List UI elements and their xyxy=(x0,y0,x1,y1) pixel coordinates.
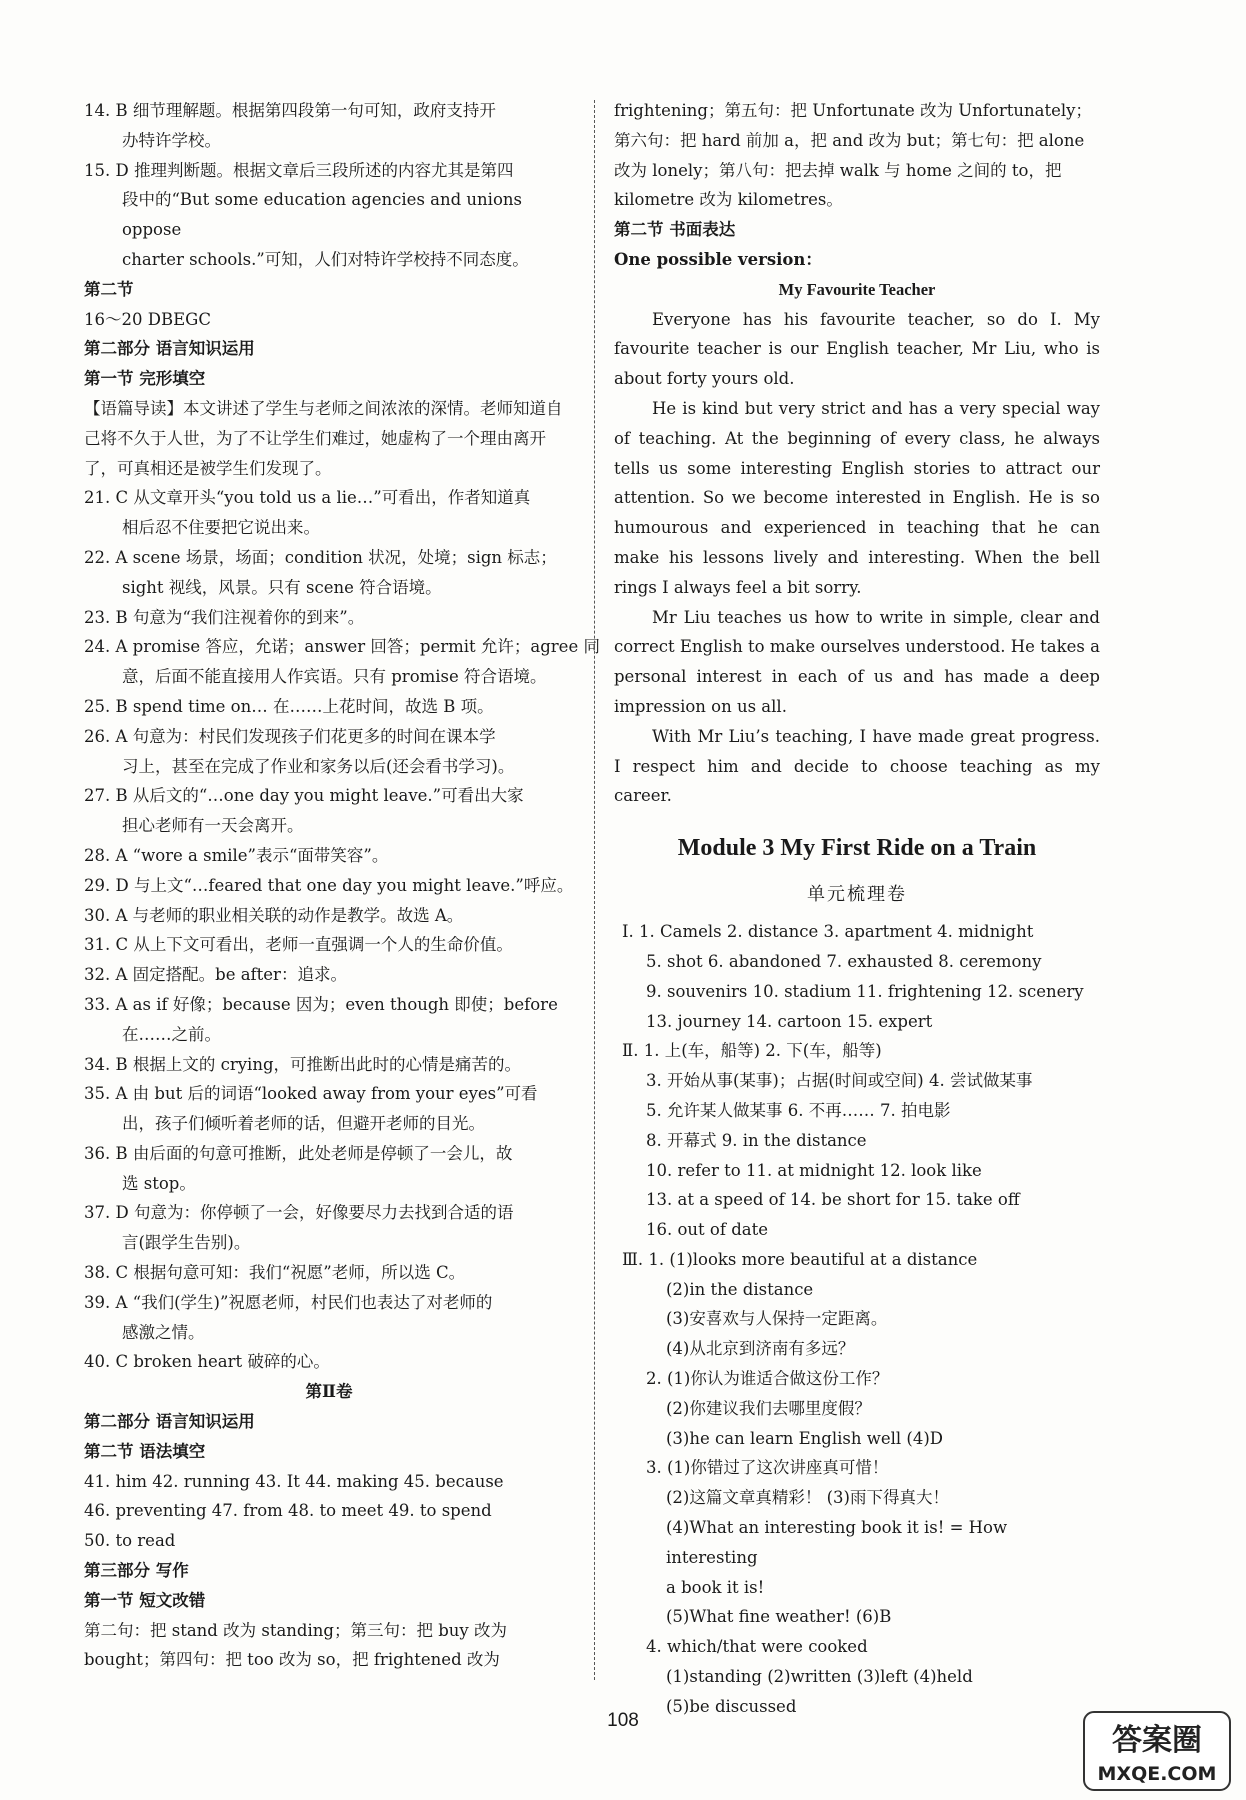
answer-line: (3)安喜欢与人保持一定距离。 xyxy=(666,1309,888,1329)
essay-paragraph: He is kind but very strict and has a very special way of teaching. At the beginning of every class, he always tells us some interesting English stories to attract our attention. So we become interested in English. He is so humourous and experienced in teaching that he can make his lessons lively and interesting. When the bell rings I always feel a bit sorry. xyxy=(614,398,1100,597)
text-line: 32. A 固定搭配。be after：追求。 xyxy=(84,965,347,985)
text-line: 段中的“But some education agencies and unions oppose xyxy=(122,190,522,240)
text-line: sight 视线，风景。只有 scene 符合语境。 xyxy=(122,577,442,597)
module-title: Module 3 My First Ride on a Train xyxy=(677,835,1037,862)
right-column xyxy=(614,96,1100,1722)
answer-line: a book it is! xyxy=(666,1577,765,1597)
watermark-bottom: MXQE.COM xyxy=(1097,1763,1217,1785)
page-number: 108 xyxy=(607,1710,639,1731)
text-line: 第二部分 语言知识运用 xyxy=(84,339,255,359)
essay xyxy=(614,275,1100,811)
text-line: 27. B 从后文的“…one day you might leave.”可看出大家 xyxy=(84,786,524,806)
text-line: 16～20 DBEGC xyxy=(84,309,211,329)
answer-line: 8. 开幕式 9. in the distance xyxy=(646,1130,867,1150)
text-line: 31. C 从上下文可看出，老师一直强调一个人的生命价值。 xyxy=(84,935,513,955)
text-line: 担心老师有一天会离开。 xyxy=(122,816,304,836)
answer-line: 3. 开始从事(某事)；占据(时间或空间) 4. 尝试做某事 xyxy=(646,1071,1033,1091)
text-line: frightening；第五句：把 Unfortunate 改为 Unfortunately；第六句：把 hard 前加 a，把 and 改为 but；第七句：把 alone 改为 lonely；第八句：把去掉 walk 与 home 之间的 to，把 kilometre 改为 kilometres。 xyxy=(614,101,1092,210)
text-line: 相后忍不住要把它说出来。 xyxy=(122,518,320,538)
left-column xyxy=(84,96,600,1675)
answer-line: (2)你建议我们去哪里度假？ xyxy=(666,1398,871,1418)
text-line: 第一节 短文改错 xyxy=(84,1590,206,1610)
text-line: 言(跟学生告别)。 xyxy=(122,1233,251,1253)
text-line: 选 stop。 xyxy=(122,1173,196,1193)
answer-line: (2)这篇文章真精彩！ (3)雨下得真大！ xyxy=(666,1488,949,1508)
column-divider xyxy=(594,100,595,1680)
text-line: 第二句：把 stand 改为 standing；第三句：把 buy 改为 bought；第四句：把 too 改为 so，把 frightened 改为 xyxy=(84,1620,507,1670)
essay-paragraph: With Mr Liu’s teaching, I have made great progress. I respect him and decide to choose teaching as my career. xyxy=(614,726,1100,806)
text-line: 24. A promise 答应，允诺；answer 回答；permit 允许；agree 同 xyxy=(84,637,600,657)
text-line: One possible version： xyxy=(614,249,822,269)
text-line: 22. A scene 场景，场面；condition 状况，处境；sign 标志； xyxy=(84,547,557,567)
answer-line: Ⅰ. 1. Camels 2. distance 3. apartment 4. midnight xyxy=(622,922,1034,942)
text-line: 第二部分 语言知识运用 xyxy=(84,1412,255,1432)
essay-paragraphs xyxy=(614,305,1100,812)
text-line: 感激之情。 xyxy=(122,1322,205,1342)
text-line: 在……之前。 xyxy=(122,1024,221,1044)
text-line: 30. A 与老师的职业相关联的动作是教学。故选 A。 xyxy=(84,905,464,925)
right-column-top xyxy=(614,96,1100,275)
text-line: 第Ⅱ卷 xyxy=(305,1382,353,1402)
text-line: 29. D 与上文“…feared that one day you might leave.”呼应。 xyxy=(84,875,574,895)
essay-paragraph: Everyone has his favourite teacher, so do I. My favourite teacher is our English teacher, Mr Liu, who is about forty yours old. xyxy=(614,309,1100,389)
text-line: 21. C 从文章开头“you told us a lie…”可看出，作者知道真 xyxy=(84,488,531,508)
module-subtitle: 单元梳理卷 xyxy=(807,884,907,906)
answer-line: 13. journey 14. cartoon 15. expert xyxy=(646,1011,933,1031)
answer-line: Ⅲ. 1. (1)looks more beautiful at a distance xyxy=(622,1249,978,1269)
text-line: 40. C broken heart 破碎的心。 xyxy=(84,1352,330,1372)
text-line: 出，孩子们倾听着老师的话，但避开老师的目光。 xyxy=(122,1114,485,1134)
text-line: 35. A 由 but 后的词语“looked away from your eyes”可看 xyxy=(84,1084,538,1104)
answer-line: 3. (1)你错过了这次讲座真可惜！ xyxy=(646,1458,889,1478)
answer-line: (2)in the distance xyxy=(666,1279,814,1299)
answer-line: (1)standing (2)written (3)left (4)held xyxy=(666,1667,973,1687)
answer-line: 4. which/that were cooked xyxy=(646,1637,868,1657)
essay-paragraph: Mr Liu teaches us how to write in simple, clear and correct English to make ourselves understood. He takes a personal interest in each of us and has made a deep impression on us all. xyxy=(614,607,1100,716)
watermark-logo xyxy=(1082,1710,1232,1792)
answer-line: 2. (1)你认为谁适合做这份工作？ xyxy=(646,1369,889,1389)
text-line: 26. A 句意为：村民们发现孩子们花更多的时间在课本学 xyxy=(84,726,496,746)
text-line: 36. B 由后面的句意可推断，此处老师是停顿了一会儿，故 xyxy=(84,1143,513,1163)
text-line: 39. A “我们(学生)”祝愿老师，村民们也表达了对老师的 xyxy=(84,1292,493,1312)
text-line: 第二节 xyxy=(84,279,134,299)
answer-line: 5. shot 6. abandoned 7. exhausted 8. ceremony xyxy=(646,951,1042,971)
text-line: 15. D 推理判断题。根据文章后三段所述的内容尤其是第四 xyxy=(84,160,514,180)
text-line: 第二节 书面表达 xyxy=(614,220,736,240)
answer-line: 9. souvenirs 10. stadium 11. frightening 12. scenery xyxy=(646,981,1084,1001)
text-line: 意，后面不能直接用人作宾语。只有 promise 符合语境。 xyxy=(122,667,547,687)
answer-line: Ⅱ. 1. 上(车，船等) 2. 下(车，船等) xyxy=(622,1041,882,1061)
answer-line: 16. out of date xyxy=(646,1220,769,1240)
text-line: 23. B 句意为“我们注视着你的到来”。 xyxy=(84,607,365,627)
text-line: 14. B 细节理解题。根据第四段第一句可知，政府支持开 xyxy=(84,101,496,120)
text-line: 第三部分 写作 xyxy=(84,1561,189,1581)
text-line: 28. A “wore a smile”表示“面带笑容”。 xyxy=(84,845,389,865)
answer-line: (4)What an interesting book it is! = How interesting xyxy=(666,1518,1008,1567)
text-line: 37. D 句意为：你停顿了一会，好像要尽力去找到合适的语 xyxy=(84,1203,514,1223)
text-line: 第二节 语法填空 xyxy=(84,1441,206,1461)
text-line: 25. B spend time on… 在……上花时间，故选 B 项。 xyxy=(84,696,494,716)
text-line: charter schools.”可知，人们对特许学校持不同态度。 xyxy=(122,249,529,269)
answer-line: 13. at a speed of 14. be short for 15. take off xyxy=(646,1190,1020,1210)
answer-line: (4)从北京到济南有多远？ xyxy=(666,1339,855,1359)
text-line: 38. C 根据句意可知：我们“祝愿”老师，所以选 C。 xyxy=(84,1263,466,1283)
text-line: 办特许学校。 xyxy=(122,130,221,150)
answer-line: 5. 允许某人做某事 6. 不再…… 7. 拍电影 xyxy=(646,1100,951,1120)
answer-line: (5)What fine weather! (6)B xyxy=(666,1607,892,1627)
text-line: 50. to read xyxy=(84,1531,176,1551)
text-line: 46. preventing 47. from 48. to meet 49. to spend xyxy=(84,1501,492,1521)
text-line: 【语篇导读】本文讲述了学生与老师之间浓浓的深情。老师知道自己将不久于人世，为了不让学生们难过，她虚构了一个理由离开了，可真相还是被学生们发现了。 xyxy=(84,398,563,478)
watermark-top: 答案圈 xyxy=(1112,1723,1202,1758)
text-line: 第一节 完形填空 xyxy=(84,369,206,389)
answer-line: (3)he can learn English well (4)D xyxy=(666,1428,944,1448)
text-line: 33. A as if 好像；because 因为；even though 即使；before xyxy=(84,994,558,1014)
text-line: 41. him 42. running 43. It 44. making 45. because xyxy=(84,1471,504,1491)
answer-line: 10. refer to 11. at midnight 12. look like xyxy=(646,1160,982,1180)
text-line: 习上，甚至在完成了作业和家务以后(还会看书学习)。 xyxy=(122,756,515,776)
answer-line: (5)be discussed xyxy=(666,1696,797,1716)
answer-list xyxy=(614,917,1100,1722)
essay-title: My Favourite Teacher xyxy=(778,279,936,299)
text-line: 34. B 根据上文的 crying，可推断出此时的心情是痛苦的。 xyxy=(84,1054,522,1074)
